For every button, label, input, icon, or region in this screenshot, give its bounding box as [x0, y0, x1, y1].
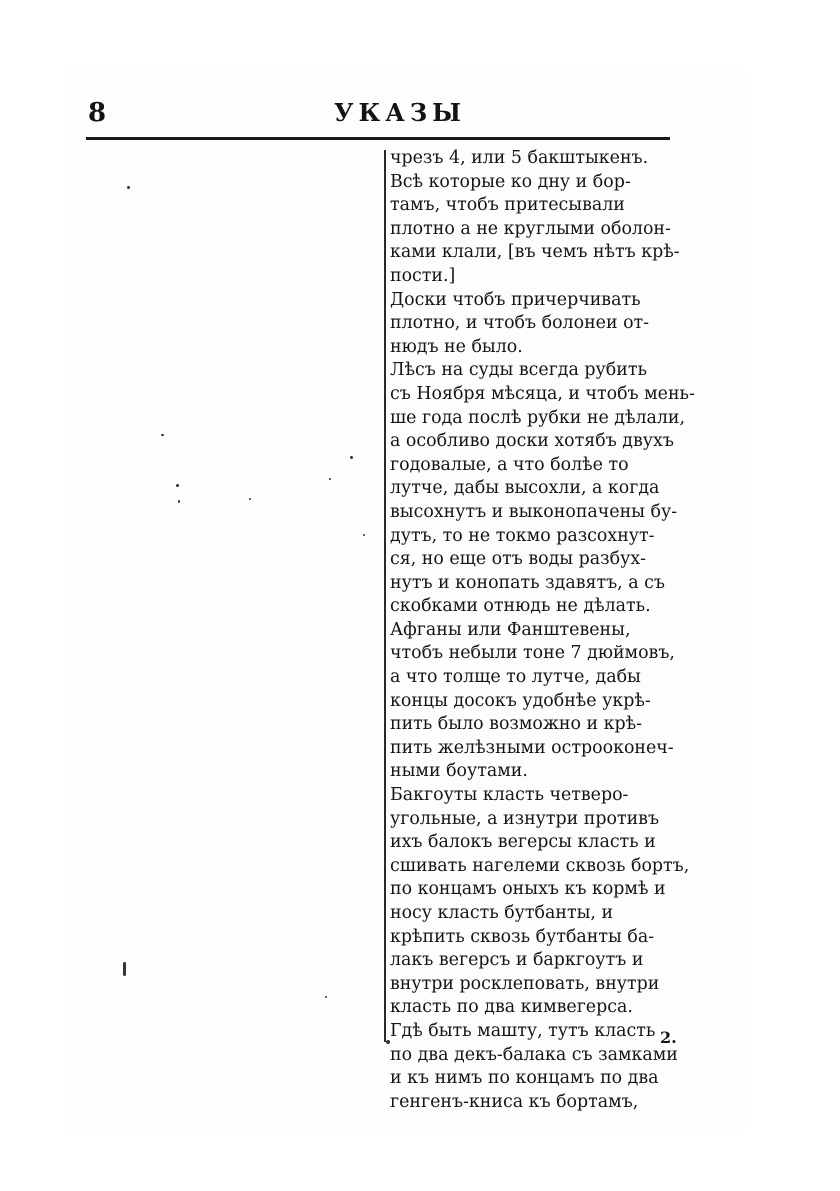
text-line: высохнутъ и выконопачены бу-: [390, 501, 678, 522]
text-line: Лѣсъ на суды всегда рубить: [390, 360, 647, 381]
text-line: нутъ и конопать здавятъ, а съ: [390, 572, 665, 593]
text-line: пить было возможно и крѣ-: [390, 714, 642, 735]
text-line: ными боутами.: [390, 761, 528, 782]
print-speck: [350, 456, 353, 459]
text-line: Всѣ которые ко дну и бор-: [390, 171, 631, 192]
text-line: чрезъ 4, или 5 бакштыкенъ.: [390, 148, 649, 168]
text-line: а что толще то лутче, дабы: [390, 667, 641, 688]
text-line: и къ нимъ по концамъ по два: [390, 1068, 659, 1089]
text-line: ше года послѣ рубки не дѣлали,: [390, 407, 686, 428]
print-speck: [249, 498, 251, 500]
text-line: пости.]: [390, 265, 456, 286]
running-head: УКАЗЫ: [334, 98, 467, 127]
text-line: чтобъ небыли тоне 7 дюймовъ,: [390, 643, 675, 664]
text-line: внутри росклеповать, внутри: [390, 973, 660, 994]
text-column: [390, 147, 695, 1114]
print-speck: [325, 996, 327, 998]
text-line: пить желѣзными острооконеч-: [390, 737, 674, 758]
print-speck: [329, 478, 331, 480]
text-line: носу класть бутбанты, и: [390, 903, 614, 923]
text-line: плотно а не круглыми оболон-: [390, 218, 671, 239]
page-number: 8: [88, 98, 107, 128]
text-line: плотно, и чтобъ болонеи от-: [390, 313, 650, 334]
text-line: ихъ балокъ вегерсы класть и: [390, 832, 656, 853]
text-line: по два декъ-балака съ замками: [390, 1044, 678, 1065]
text-line: лакъ вегерсъ и баркгоутъ и: [390, 950, 644, 971]
text-line: ками клали, [въ чемъ нѣтъ крѣ-: [390, 242, 680, 263]
text-line: Гдѣ быть машту, тутъ класть: [390, 1020, 656, 1041]
print-speck: [123, 962, 126, 976]
text-line: ся, но еще отъ воды разбух-: [390, 549, 647, 570]
text-line: годовалые, а что болѣе то: [390, 454, 629, 475]
text-line: скобками отнюдь не дѣлать.: [390, 596, 651, 617]
text-line: дутъ, то не токмо разсохнут-: [390, 525, 655, 546]
header-rule: [86, 137, 670, 140]
text-line: нюдъ не было.: [390, 336, 523, 357]
print-speck: [161, 434, 164, 436]
column-rule: [384, 150, 386, 1042]
print-speck: [363, 534, 365, 536]
text-line: угольные, а изнутри противъ: [390, 808, 660, 829]
print-speck: [176, 484, 179, 487]
text-line: съ Ноября мѣсяца, и чтобъ мень-: [390, 383, 695, 404]
text-line: тамъ, чтобъ притесывали: [390, 195, 625, 216]
text-line: Бакгоуты класть четверо-: [390, 785, 629, 806]
text-line: Афганы или Фанштевены,: [390, 619, 631, 640]
text-line: а особливо доски хотябъ двухъ: [390, 431, 674, 452]
print-speck: [178, 500, 180, 503]
text-line: по концамъ оныхъ къ кормѣ и: [390, 879, 666, 900]
text-line: генгенъ-книса къ бортамъ,: [390, 1091, 639, 1112]
text-line: концы досокъ удобнѣе укрѣ-: [390, 690, 651, 711]
print-speck: [127, 186, 130, 189]
text-line: сшивать нагелеми сквозь бортъ,: [390, 855, 690, 876]
text-line: класть по два кимвегерса.: [390, 997, 633, 1018]
text-line: Доски чтобъ причерчивать: [390, 289, 641, 310]
text-line: крѣпить сквозь бутбанты ба-: [390, 926, 655, 947]
catchword: 2.: [660, 1028, 677, 1047]
text-line: лутче, дабы высохли, а когда: [390, 478, 660, 499]
print-speck: [386, 1040, 390, 1044]
